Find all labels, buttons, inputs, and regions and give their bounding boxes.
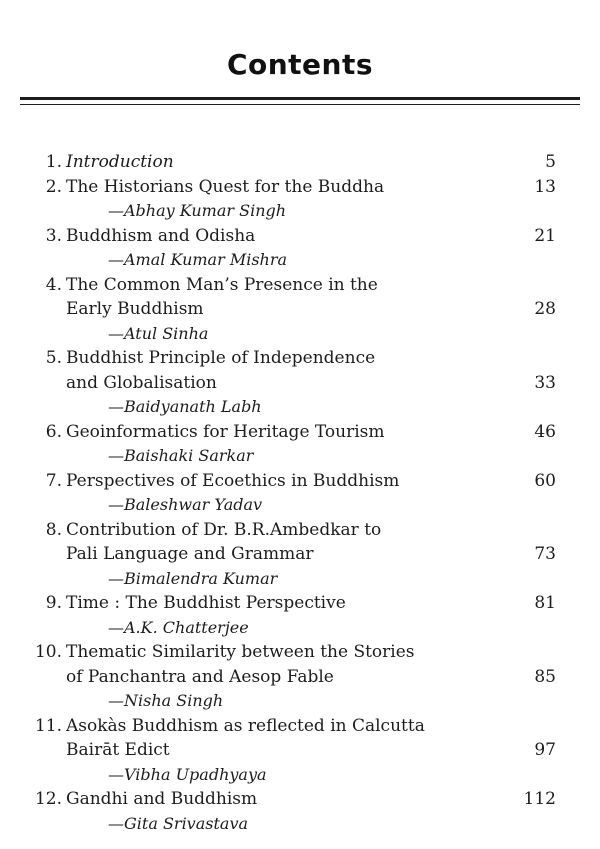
entry-author: —Vibha Upadhyaya: [108, 764, 267, 784]
toc-entry: [0, 714, 600, 788]
entry-author: —Atul Sinha: [108, 323, 209, 343]
entry-title-continued: of Panchantra and Aesop Fable: [66, 666, 334, 687]
entry-title: Asokàs Buddhism as reflected in Calcutta: [66, 715, 425, 736]
entry-title-continued: and Globalisation: [66, 372, 217, 393]
entry-number: 3.: [45, 225, 62, 246]
entry-number: 5.: [45, 348, 62, 368]
table-of-contents: [0, 150, 600, 836]
toc-entry: [0, 469, 600, 518]
entry-title-continued: Early Buddhism: [66, 299, 204, 319]
toc-entry: [0, 591, 600, 640]
entry-page-number: 13: [534, 176, 556, 197]
entry-author: —Baishaki Sarkar: [108, 446, 254, 465]
entry-page-number: 73: [534, 544, 556, 564]
entry-number: 4.: [45, 274, 62, 295]
entry-title: Time : The Buddhist Perspective: [66, 593, 346, 613]
page-title: Contents: [226, 48, 374, 81]
entry-page-number: 60: [534, 470, 556, 491]
entry-author: —Baidyanath Labh: [108, 397, 262, 416]
toc-entry: [0, 150, 600, 175]
toc-entry: [0, 420, 600, 469]
entry-number: 6.: [45, 421, 62, 442]
entry-number: 1.: [45, 152, 62, 172]
toc-entry: [0, 175, 600, 224]
entry-title: Buddhist Principle of Independence: [66, 348, 376, 368]
entry-page-number: 28: [534, 299, 556, 319]
entry-page-number: 5: [545, 152, 556, 172]
entry-page-number: 85: [534, 666, 556, 687]
entry-author: —Gita Srivastava: [108, 813, 249, 833]
entry-title: Gandhi and Buddhism: [66, 789, 258, 809]
entry-title-continued: Bairāt Edict: [66, 740, 170, 760]
entry-author: —Nisha Singh: [108, 691, 224, 710]
entry-author: —Bimalendra Kumar: [108, 568, 278, 588]
title-rule-thin: [20, 104, 580, 105]
entry-page-number: 21: [534, 225, 556, 246]
entry-title: The Common Man’s Presence in the: [66, 274, 378, 295]
toc-entry: [0, 640, 600, 714]
entry-number: 12.: [34, 789, 62, 809]
entry-number: 8.: [45, 519, 62, 540]
toc-entry: [0, 224, 600, 273]
entry-page-number: 81: [534, 593, 556, 613]
entry-page-number: 97: [534, 740, 556, 760]
entry-number: 2.: [45, 176, 62, 197]
entry-author: —A.K. Chatterjee: [108, 617, 249, 637]
toc-entry: [0, 346, 600, 420]
entry-title: Buddhism and Odisha: [66, 225, 256, 246]
entry-author: —Amal Kumar Mishra: [108, 250, 288, 269]
toc-entry: [0, 787, 600, 836]
entry-number: 11.: [34, 715, 62, 736]
entry-page-number: 112: [523, 789, 556, 809]
entry-title: Geoinformatics for Heritage Tourism: [66, 421, 385, 442]
entry-title: Introduction: [66, 152, 174, 172]
entry-page-number: 33: [534, 372, 556, 393]
entry-number: 9.: [45, 593, 62, 613]
entry-page-number: 46: [534, 421, 556, 442]
toc-entry: [0, 518, 600, 592]
entry-author: —Baleshwar Yadav: [108, 495, 263, 514]
entry-title-continued: Pali Language and Grammar: [66, 544, 314, 564]
entry-title: Perspectives of Ecoethics in Buddhism: [66, 470, 400, 491]
title-rule-thick: [20, 97, 580, 100]
entry-author: —Abhay Kumar Singh: [108, 201, 287, 220]
entry-title: Contribution of Dr. B.R.Ambedkar to: [66, 519, 382, 540]
toc-entry: [0, 273, 600, 347]
entry-number: 7.: [45, 470, 62, 491]
entry-title: The Historians Quest for the Buddha: [66, 176, 385, 197]
entry-title: Thematic Similarity between the Stories: [66, 642, 415, 662]
entry-number: 10.: [34, 642, 62, 662]
